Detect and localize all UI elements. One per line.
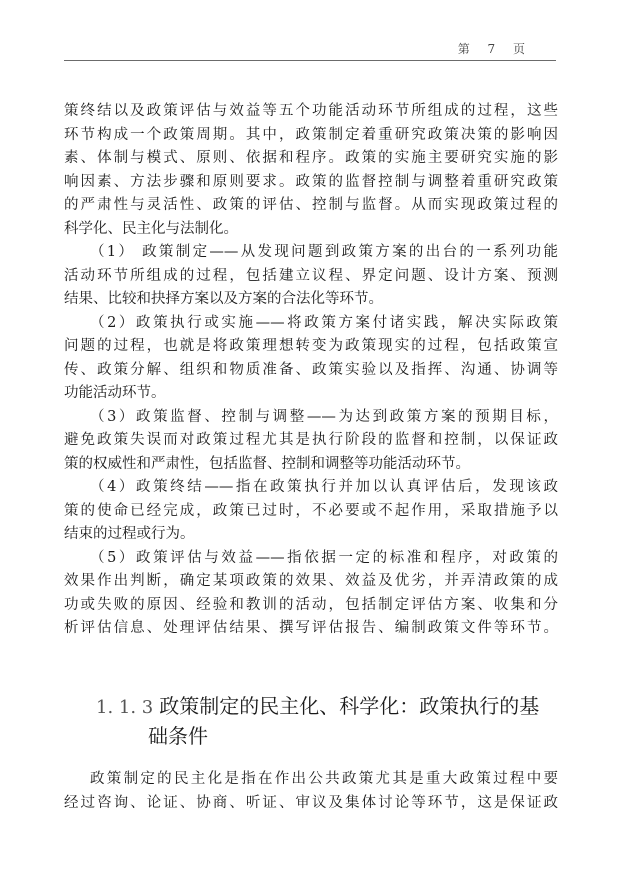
- text-line: 策的权威性和严肃性，包括监督、控制和调整等功能活动环节。: [64, 455, 470, 472]
- page-header: [64, 0, 556, 61]
- text-line: （5）政策评估与效益——指依据一定的标准和程序，对政策的: [90, 549, 558, 566]
- section-title-line2: 础条件: [148, 724, 208, 748]
- text-line: 结果、比较和抉择方案以及方案的合法化等环节。: [64, 291, 383, 307]
- section-heading: [96, 692, 560, 750]
- text-line: 策终结以及政策评估与效益等五个功能活动环节所组成的过程，这些: [64, 103, 558, 119]
- text-line: 经过咨询、论证、协商、听证、审议及集体讨论等环节，这是保证政: [64, 794, 558, 811]
- text-line: 功能活动环节。: [64, 385, 166, 401]
- text-line: 活动环节所组成的过程，包括建立议程、界定问题、设计方案、预测: [64, 267, 558, 284]
- text-line: （2）政策执行或实施——将政策方案付诸实践，解决实际政策: [90, 314, 558, 331]
- text-line: 环节构成一个政策周期。其中，政策制定着重研究政策决策的影响因: [64, 126, 558, 143]
- text-line: 功或失败的原因、经验和教训的活动，包括制定评估方案、收集和分: [64, 596, 558, 613]
- closing-paragraph: [64, 768, 558, 815]
- text-line: 科学化、民主化与法制化。: [64, 220, 238, 237]
- section-number: 1. 1. 3: [96, 697, 154, 718]
- text-line: 政策制定的民主化是指在作出公共政策尤其是重大政策过程中要: [90, 771, 558, 787]
- text-line: （4）政策终结——指在政策执行并加以认真评估后，发现该政: [90, 479, 558, 495]
- text-line: 素、体制与模式、原则、依据和程序。政策的实施主要研究实施的影: [64, 150, 558, 166]
- section-title-line1: 政策制定的民主化、科学化：政策执行的基: [159, 694, 540, 718]
- text-line: 传、政策分解、组织和物质准备、政策实验以及指挥、沟通、协调等: [64, 361, 558, 378]
- text-line: 问题的过程，也就是将政策理想转变为政策现实的过程，包括政策宣: [64, 338, 558, 354]
- text-line: 析评估信息、处理评估结果、撰写评估报告、编制政策文件等环节。: [64, 620, 558, 636]
- text-line: 避免政策失误而对政策过程尤其是执行阶段的监督和控制，以保证政: [64, 432, 558, 448]
- text-line: 策的使命已经完成，政策已过时，不必要或不起作用，采取措施予以: [64, 502, 558, 519]
- text-line: 结束的过程或行为。: [64, 526, 195, 542]
- page-number: 第 7 页: [457, 42, 532, 56]
- body-paragraphs: [64, 100, 558, 641]
- text-line: 响因素、方法步骤和原则要求。政策的监督控制与调整着重研究政策: [64, 173, 558, 190]
- text-line: 的严肃性与灵活性、政策的评估、控制与监督。从而实现政策过程的: [64, 197, 558, 213]
- text-line: （3）政策监督、控制与调整——为达到政策方案的预期目标，: [90, 408, 558, 425]
- text-line: 效果作出判断，确定某项政策的效果、效益及优劣，并弄清政策的成: [64, 573, 558, 589]
- section-heading-line1: [96, 692, 560, 722]
- text-line: （1） 政策制定——从发现问题到政策方案的出台的一系列功能: [90, 244, 558, 260]
